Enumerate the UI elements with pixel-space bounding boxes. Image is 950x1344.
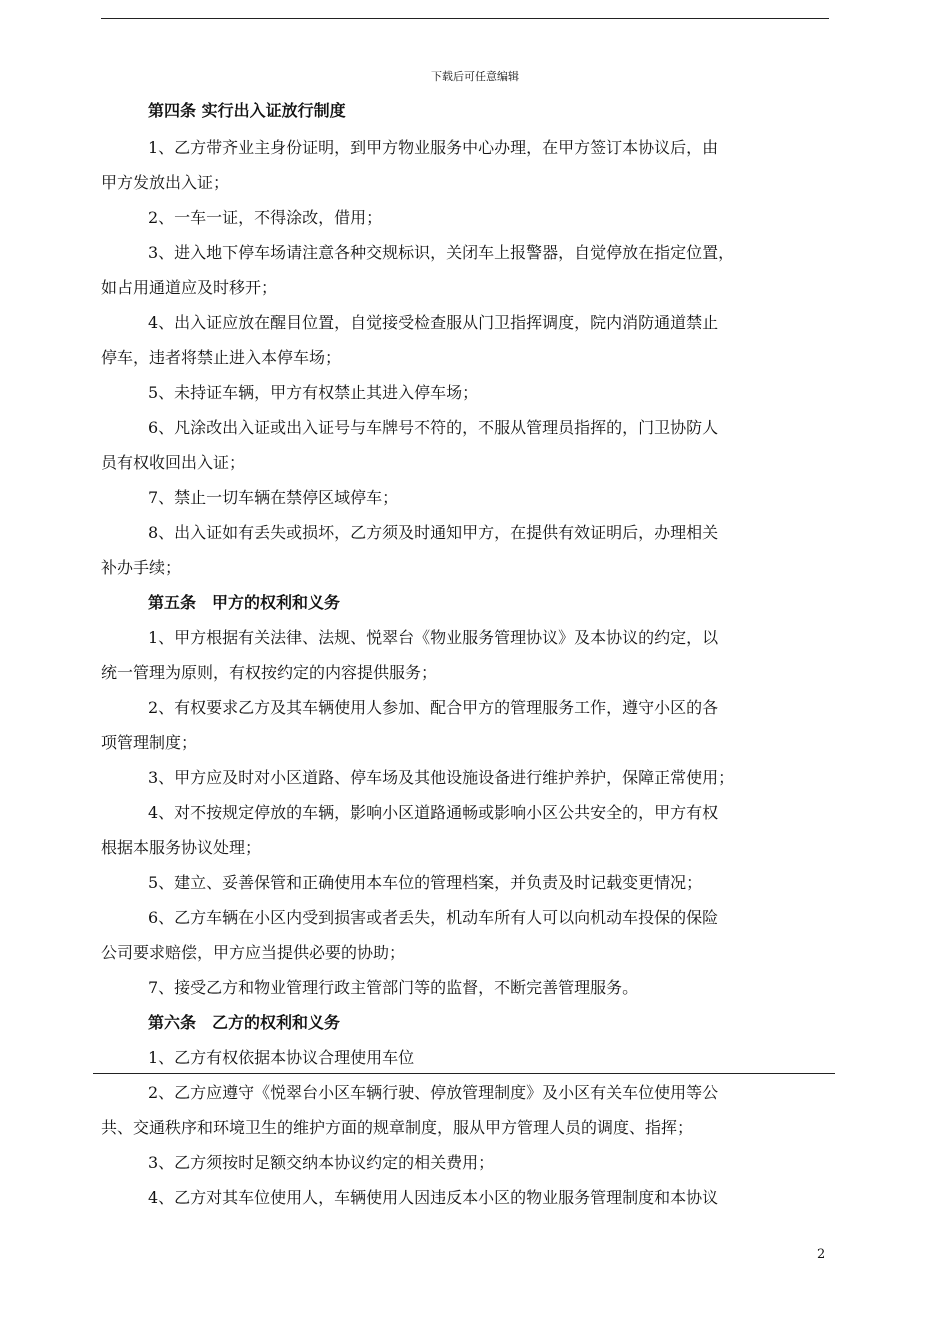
paragraph-line: 5、未持证车辆，甲方有权禁止其进入停车场； xyxy=(148,383,479,402)
page-header-note: 下载后可任意编辑 xyxy=(431,70,519,83)
paragraph-line: 共、交通秩序和环境卫生的维护方面的规章制度，服从甲方管理人员的调度、指挥； xyxy=(101,1118,694,1137)
paragraph-line: 员有权收回出入证； xyxy=(101,453,246,472)
paragraph-line: 7、接受乙方和物业管理行政主管部门等的监督，不断完善管理服务。 xyxy=(148,978,639,997)
paragraph-line: 4、乙方对其车位使用人，车辆使用人因违反本小区的物业服务管理制度和本协议 xyxy=(148,1188,719,1207)
paragraph-line: 4、出入证应放在醒目位置，自觉接受检查服从门卫指挥调度，院内消防通道禁止 xyxy=(148,313,719,332)
paragraph-line: 公司要求赔偿，甲方应当提供必要的协助； xyxy=(101,943,406,962)
paragraph-line: 2、乙方应遵守《悦翠台小区车辆行驶、停放管理制度》及小区有关车位使用等公 xyxy=(148,1083,719,1102)
paragraph-line: 统一管理为原则，有权按约定的内容提供服务； xyxy=(101,663,438,682)
paragraph-line: 7、禁止一切车辆在禁停区域停车； xyxy=(148,488,399,507)
article-4-heading: 第四条 实行出入证放行制度 xyxy=(148,101,346,120)
paragraph-line: 3、甲方应及时对小区道路、停车场及其他设施设备进行维护养护，保障正常使用； xyxy=(148,768,735,787)
paragraph-line: 如占用通道应及时移开； xyxy=(101,278,278,297)
paragraph-line: 4、对不按规定停放的车辆，影响小区道路通畅或影响小区公共安全的，甲方有权 xyxy=(148,803,719,822)
paragraph-line: 停车，违者将禁止进入本停车场； xyxy=(101,348,342,367)
header-rule xyxy=(101,18,829,19)
paragraph-line: 甲方发放出入证； xyxy=(101,173,230,192)
paragraph-line: 8、出入证如有丢失或损坏，乙方须及时通知甲方，在提供有效证明后，办理相关 xyxy=(148,523,719,542)
paragraph-line: 6、凡涂改出入证或出入证号与车牌号不符的，不服从管理员指挥的，门卫协防人 xyxy=(148,418,719,437)
section-divider xyxy=(93,1073,835,1074)
page-number: 2 xyxy=(817,1247,826,1262)
paragraph-line: 5、建立、妥善保管和正确使用本车位的管理档案，并负责及时记载变更情况； xyxy=(148,873,703,892)
paragraph-line: 3、进入地下停车场请注意各种交规标识，关闭车上报警器，自觉停放在指定位置， xyxy=(148,243,735,262)
paragraph-line: 1、乙方带齐业主身份证明，到甲方物业服务中心办理，在甲方签订本协议后，由 xyxy=(148,138,719,157)
paragraph-line: 2、有权要求乙方及其车辆使用人参加、配合甲方的管理服务工作，遵守小区的各 xyxy=(148,698,719,717)
paragraph-line: 1、甲方根据有关法律、法规、悦翠台《物业服务管理协议》及本协议的约定，以 xyxy=(148,628,719,647)
paragraph-line: 2、一车一证，不得涂改，借用； xyxy=(148,208,383,227)
paragraph-line: 补办手续； xyxy=(101,558,182,577)
paragraph-line: 项管理制度； xyxy=(101,733,198,752)
paragraph-line: 3、乙方须按时足额交纳本协议约定的相关费用； xyxy=(148,1153,495,1172)
paragraph-line: 1、乙方有权依据本协议合理使用车位 xyxy=(148,1048,415,1067)
paragraph-line: 6、乙方车辆在小区内受到损害或者丢失，机动车所有人可以向机动车投保的保险 xyxy=(148,908,719,927)
article-5-heading: 第五条 甲方的权利和义务 xyxy=(148,593,341,612)
article-6-heading: 第六条 乙方的权利和义务 xyxy=(148,1013,341,1032)
paragraph-line: 根据本服务协议处理； xyxy=(101,838,262,857)
